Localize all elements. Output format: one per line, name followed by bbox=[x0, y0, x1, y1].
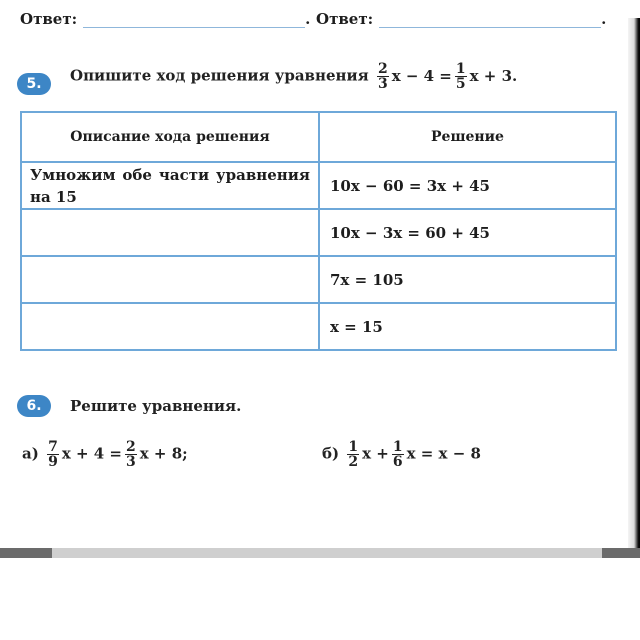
description-cell[interactable] bbox=[21, 303, 319, 350]
task-5-text: Опишите ход решения уравнения bbox=[70, 66, 369, 85]
horizontal-scrollbar[interactable] bbox=[0, 548, 640, 558]
solution-cell: 10x − 3x = 60 + 45 bbox=[319, 209, 616, 256]
answer-line bbox=[379, 27, 601, 28]
table-row bbox=[21, 162, 616, 209]
header-description: Описание хода решения bbox=[21, 112, 319, 162]
table-header-row bbox=[21, 112, 616, 162]
fraction: $\frac{1}{5}$ bbox=[455, 61, 466, 92]
answer-period: . bbox=[305, 10, 311, 28]
fraction: $\frac{1}{2}$ bbox=[348, 439, 359, 470]
description-cell[interactable] bbox=[21, 209, 319, 256]
fraction: $\frac{7}{9}$ bbox=[48, 439, 58, 470]
description-cell[interactable]: Умножим обе части уравнения на 15 bbox=[21, 162, 319, 209]
table-row bbox=[21, 209, 616, 256]
task-6b-equation: б) $\frac{1}{2}$ x + $\frac{1}{6}$ x = x − 8 bbox=[322, 439, 481, 470]
fraction: $\frac{2}{3}$ bbox=[377, 61, 388, 92]
scrollbar-thumb[interactable] bbox=[52, 548, 602, 558]
task-5-equation: $\frac{2}{3}$ x − 4 = $\frac{1}{5}$ x + 3. bbox=[377, 61, 518, 92]
task-5-badge: 5. bbox=[17, 73, 51, 95]
fraction: $\frac{2}{3}$ bbox=[126, 439, 136, 470]
item-label: б) bbox=[322, 444, 340, 463]
table-row bbox=[21, 303, 616, 350]
solution-cell: 10x − 60 = 3x + 45 bbox=[319, 162, 616, 209]
page-edge-shadow bbox=[628, 18, 640, 552]
answer-line bbox=[83, 27, 305, 28]
task-6-badge: 6. bbox=[17, 395, 51, 417]
task-6-text: Решите уравнения. bbox=[70, 397, 242, 415]
fraction: $\frac{1}{6}$ bbox=[392, 439, 403, 470]
solution-table bbox=[20, 111, 617, 351]
answer-label: Ответ: bbox=[20, 10, 78, 28]
description-cell[interactable] bbox=[21, 256, 319, 303]
table-row bbox=[21, 256, 616, 303]
answer-field-right bbox=[316, 10, 606, 28]
answer-period: . bbox=[601, 10, 607, 28]
solution-cell: x = 15 bbox=[319, 303, 616, 350]
solution-cell: 7x = 105 bbox=[319, 256, 616, 303]
answer-field-left bbox=[20, 10, 310, 28]
item-label: а) bbox=[22, 444, 39, 463]
answer-label: Ответ: bbox=[316, 10, 374, 28]
task-5-statement bbox=[70, 62, 517, 91]
header-solution: Решение bbox=[319, 112, 616, 162]
task-6a-equation: а) $\frac{7}{9}$ x + 4 = $\frac{2}{3}$ x + 8; bbox=[22, 439, 188, 470]
